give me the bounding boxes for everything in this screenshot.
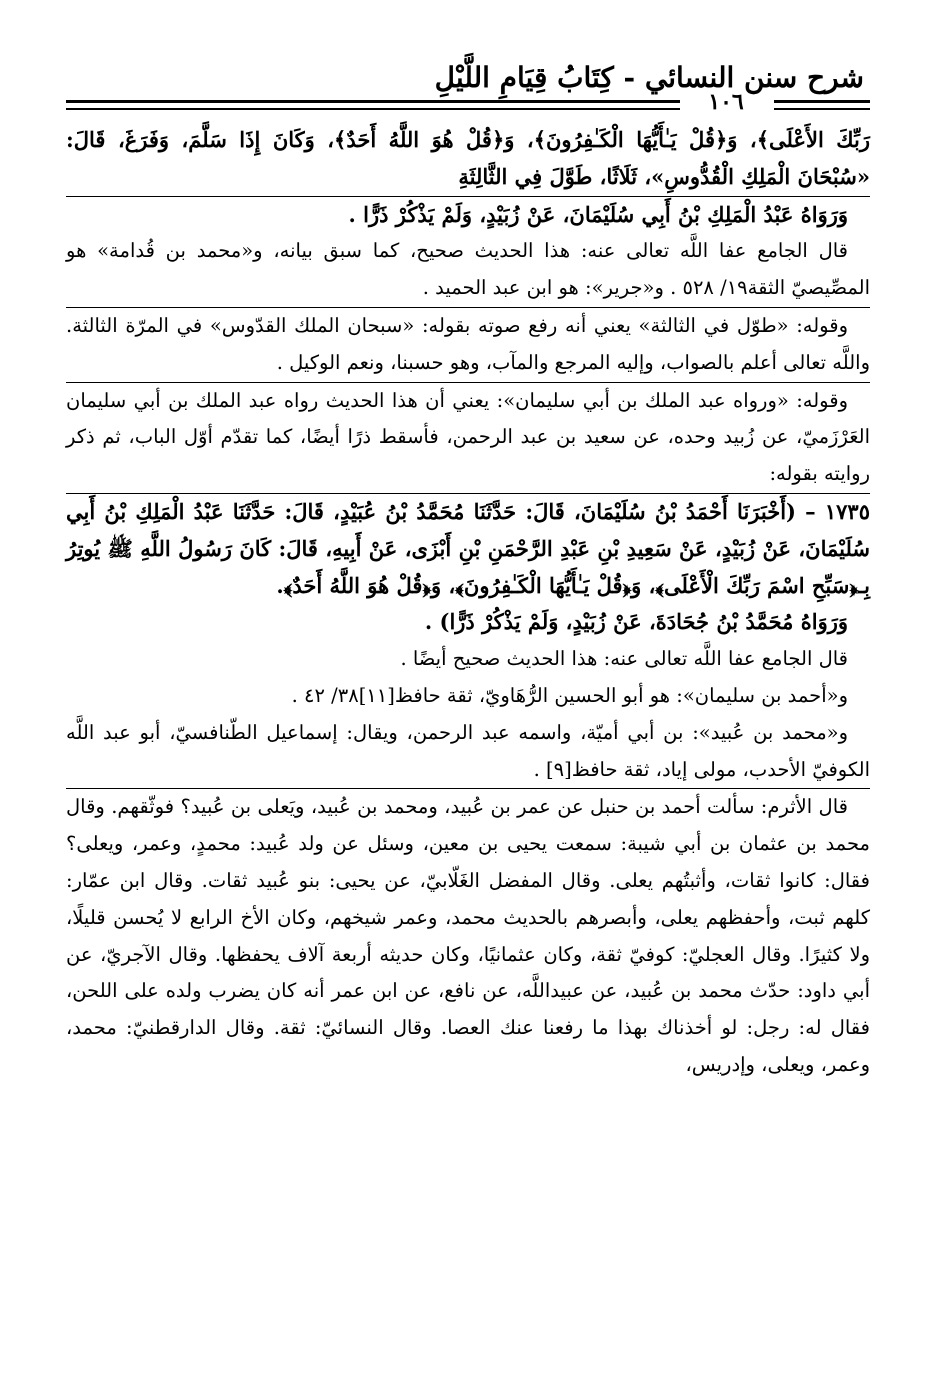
commentary-paragraph: وقوله: «طوّل في الثالثة» يعني أنه رفع صوته بقوله: «سبحان الملك القدّوس» في المرّة الثالثة. واللَّه تعالى أعلم بالصواب، وإليه المرجع والمآب، وهو حسبنا، ونعم الوكيل . (66, 308, 870, 383)
commentary-paragraph: وقوله: «ورواه عبد الملك بن أبي سليمان»: يعني أن هذا الحديث رواه عبد الملك بن أبي سليمان العَرْزَميّ، عن زُبيد وحده، عن سعيد بن عبد الرحمن، فأسقط ذرًا أيضًا، كما تقدّم أوّل الباب، ثم ذكر روايته بقوله: (66, 388, 870, 486)
narration-note: وَرَوَاهُ مُحَمَّدُ بْنُ جُحَادَةَ، عَنْ زُبَيْدٍ، وَلَمْ يَذْكُرْ ذَرًّا) . (424, 609, 848, 635)
hadith-continuation-paragraph: رَبِّكَ الأَعْلَى﴾، وَ﴿قُلْ يَـٰأَيُّهَا الْكَـٰفِرُونَ﴾، وَ﴿قُلْ هُوَ اللَّهُ أَحَدٌ﴾، وَكَانَ إِذَا سَلَّمَ، وَفَرَغَ، قَالَ: «سُبْحَانَ الْمَلِكِ الْقُدُّوسِ»، ثَلَاثًا، طَوَّلَ فِي الثَّالِثَةِ (66, 122, 870, 197)
page-number: ١٠٦ (708, 89, 744, 115)
header-rule (66, 100, 680, 103)
hadith-paragraph: ١٧٣٥ – (أَخْبَرَنَا أَحْمَدُ بْنُ سُلَيْمَانَ، قَالَ: حَدَّثَنَا مُحَمَّدُ بْنُ عُبَيْدٍ، قَالَ: حَدَّثَنَا عَبْدُ الْمَلِكِ بْنُ أَبِي سُلَيْمَانَ، عَنْ زُبَيْدٍ، عَنْ سَعِيدِ بْنِ عَبْدِ الرَّحْمَنِ بْنِ أَبْزَى، عَنْ أَبِيهِ، قَالَ: كَانَ رَسُولُ اللَّهِ ﷺ يُوتِرُ بِـ﴿سَبِّحِ اسْمَ رَبِّكَ الْأَعْلَى﴾، وَ﴿قُلْ يَـٰأَيُّهَا الْكَـٰفِرُونَ﴾، وَ﴿قُلْ هُوَ اللَّهُ أَحَدٌ﴾. (66, 493, 870, 604)
commentary-paragraph: و«أحمد بن سليمان»: هو أبو الحسين الرُّهَاويّ، ثقة حافظ[١١]٣٨/ ٤٢ . (291, 683, 848, 707)
commentary-paragraph: و«محمد بن عُبيد»: بن أبي أميّة، واسمه عبد الرحمن، ويقال: إسماعيل الطّنافسيّ، أبو عبد اللَّه الكوفيّ الأحدب، مولى إياد، ثقة حافظ[٩] . (66, 715, 870, 790)
commentary-paragraph: قال الجامع عفا اللَّه تعالى عنه: هذا الحديث صحيح أيضًا . (400, 647, 848, 671)
header-rule (774, 108, 870, 110)
commentary-paragraph: قال الجامع عفا اللَّه تعالى عنه: هذا الحديث صحيح، كما سبق بيانه، و«محمد بن قُدامة» هو المصِّيصيّ الثقة١٩/ ٥٢٨ . و«جرير»: هو ابن عبد الحميد . (66, 233, 870, 308)
header-rule (774, 100, 870, 103)
narration-note: وَرَوَاهُ عَبْدُ الْمَلِكِ بْنُ أَبِي سُلَيْمَانَ، عَنْ زُبَيْدٍ، وَلَمْ يَذْكُرْ ذَرًّا . (348, 201, 848, 227)
commentary-paragraph: قال الأثرم: سألت أحمد بن حنبل عن عمر بن عُبيد، ومحمد بن عُبيد، ويَعلى بن عُبيد؟ فوثّقهم. وقال محمد بن عثمان بن أبي شيبة: سمعت يحيى بن معين، وسئل عن ولد عُبيد: محمدٍ، وعمر، ويعلى؟ فقال: كانوا ثقات، وأثبتُهم يعلى. وقال المفضل الغَلّابيّ، عن يحيى: بنو عُبيد ثقات. وقال ابن عمّار: كلهم ثبت، وأحفظهم يعلى، وأبصرهم بالحديث محمد، وعمر شيخهم، وكان الأخ الرابع لا يُحسن قليلًا، ولا كثيرًا. وقال العجليّ: كوفيّ ثقة، وكان عثمانيًا، وكان حديثه أربعة آلاف يحفظها. وقال الآجريّ، عن أبي داود: حدّث محمد بن عُبيد، عن عبيداللَّه، عن نافع، عن ابن عمر أنه كان يضرب ولده على اللحن، فقال له: رجل: لو أخذناك بهذا ما رفعنا عنك العصا. وقال النسائيّ: ثقة. وقال الدارقطنيّ: محمد، وعمر، ويعلى، وإدريس، (66, 795, 870, 1076)
running-header-title: شرح سنن النسائي - كِتَابُ قِيَامِ اللَّيْلِ (434, 61, 864, 94)
header-rule (66, 108, 680, 110)
page-body (66, 122, 870, 1084)
